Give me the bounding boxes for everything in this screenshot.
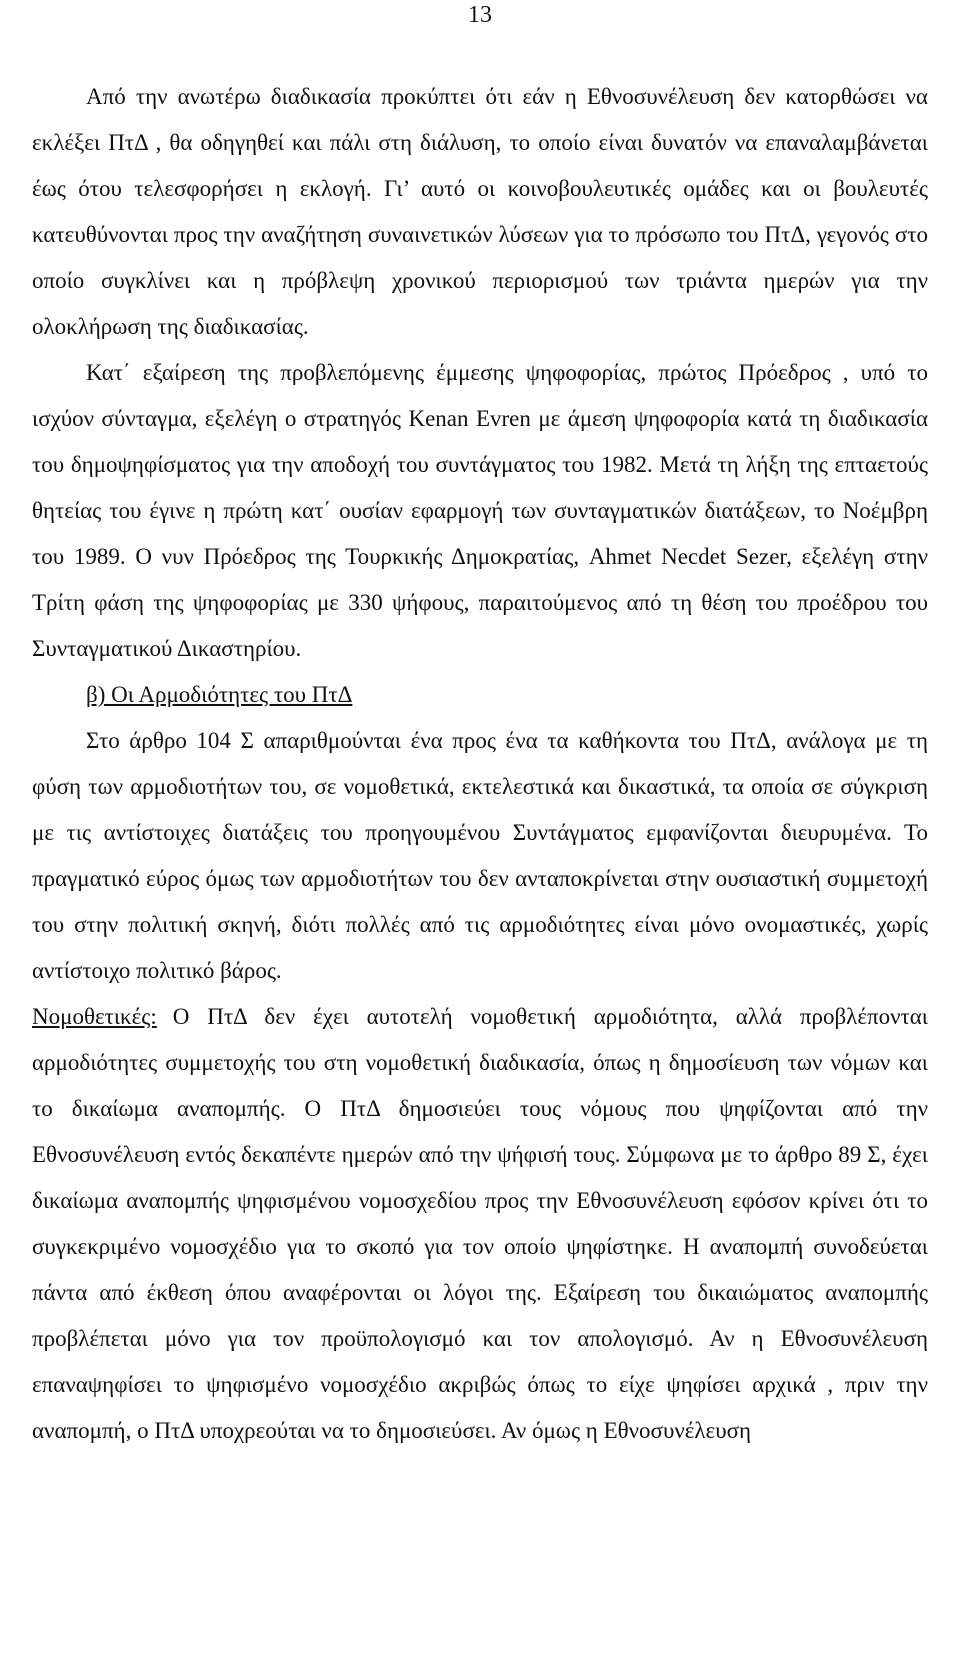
paragraph-direct-election: Κατ΄ εξαίρεση της προβλεπόμενης έμμεσης ψηφοφορίας, πρώτος Πρόεδρος , υπό το ισχύον σύνταγμα, εξελέγη ο στρατηγός Kenan Evren με άμεση ψηφοφορία κατά τη διαδικασία του δημοψηφίσματος για την αποδοχή του συντάγματος του 1982. Μετά τη λήξη της επταετούς θητείας του έγινε η πρώτη κατ΄ ουσίαν εφαρμογή των συνταγματικών διατάξεων, το Νοέμβρη του 1989. Ο νυν Πρόεδρος της Τουρκικής Δημοκρατίας, Ahmet Necdet Sezer, εξελέγη στην Τρίτη φάση της ψηφοφορίας με 330 ψήφους, παραιτούμενος από τη θέση του προέδρου του Συνταγματικού Δικαστηρίου. <box>32 360 928 661</box>
section-heading <box>32 672 928 718</box>
paragraph-legislative <box>32 994 928 1454</box>
paragraph-responsibilities: Στο άρθρο 104 Σ απαριθμούνται ένα προς ένα τα καθήκοντα του ΠτΔ, ανάλογα με τη φύση των αρμοδιοτήτων του, σε νομοθετικά, εκτελεστικά και δικαστικά, τα οποία σε σύγκριση με τις αντίστοιχες διατάξεις του προηγουμένου Συντάγματος εμφανίζονται διευρυμένα. Το πραγματικό εύρος όμως των αρμοδιοτήτων του δεν ανταποκρίνεται στην ουσιαστική συμμετοχή του στην πολιτική σκηνή, διότι πολλές από τις αρμοδιότητες είναι μόνο ονομαστικές, χωρίς αντίστοιχο πολιτικό βάρος. <box>32 728 928 983</box>
page-number: 13 <box>468 2 492 28</box>
legislative-label: Νομοθετικές: <box>32 1004 157 1029</box>
body-text <box>32 74 928 1454</box>
paragraph-election-procedure: Από την ανωτέρω διαδικασία προκύπτει ότι εάν η Εθνοσυνέλευση δεν κατορθώσει να εκλέξει ΠτΔ , θα οδηγηθεί και πάλι στη διάλυση, το οποίο είναι δυνατόν να επαναλαμβάνεται έως ότου τελεσφορήσει η εκλογή. Γι’ αυτό οι κοινοβουλευτικές ομάδες και οι βουλευτές κατευθύνονται προς την αναζήτηση συναινετικών λύσεων για το πρόσωπο του ΠτΔ, γεγονός στο οποίο συγκλίνει και η πρόβλεψη χρονικού περιορισμού των τριάντα ημερών για την ολοκλήρωση της διαδικασίας. <box>32 84 928 339</box>
section-heading-text: β) Οι Αρμοδιότητες του ΠτΔ <box>86 682 353 707</box>
legislative-text: Ο ΠτΔ δεν έχει αυτοτελή νομοθετική αρμοδιότητα, αλλά προβλέπονται αρμοδιότητες συμμετοχής του στη νομοθετική διαδικασία, όπως η δημοσίευση των νόμων και το δικαίωμα αναπομπής. Ο ΠτΔ δημοσιεύει τους νόμους που ψηφίζονται από την Εθνοσυνέλευση εντός δεκαπέντε ημερών από την ψήφισή τους. Σύμφωνα με το άρθρο 89 Σ, έχει δικαίωμα αναπομπής ψηφισμένου νομοσχεδίου προς την Εθνοσυνέλευση εφόσον κρίνει ότι το συγκεκριμένο νομοσχέδιο για το σκοπό για τον οποίο ψηφίστηκε. Η αναπομπή συνοδεύεται πάντα από έκθεση όπου αναφέρονται οι λόγοι της. Εξαίρεση του δικαιώματος αναπομπής προβλέπεται μόνο για τον προϋπολογισμό και τον απολογισμό. Αν η Εθνοσυνέλευση επαναψηφίσει το ψηφισμένο νομοσχέδιο ακριβώς όπως το είχε ψηφίσει αρχικά , πριν την αναπομπή, ο ΠτΔ υποχρεούται να το δημοσιεύσει. Αν όμως η Εθνοσυνέλευση <box>32 1004 928 1443</box>
